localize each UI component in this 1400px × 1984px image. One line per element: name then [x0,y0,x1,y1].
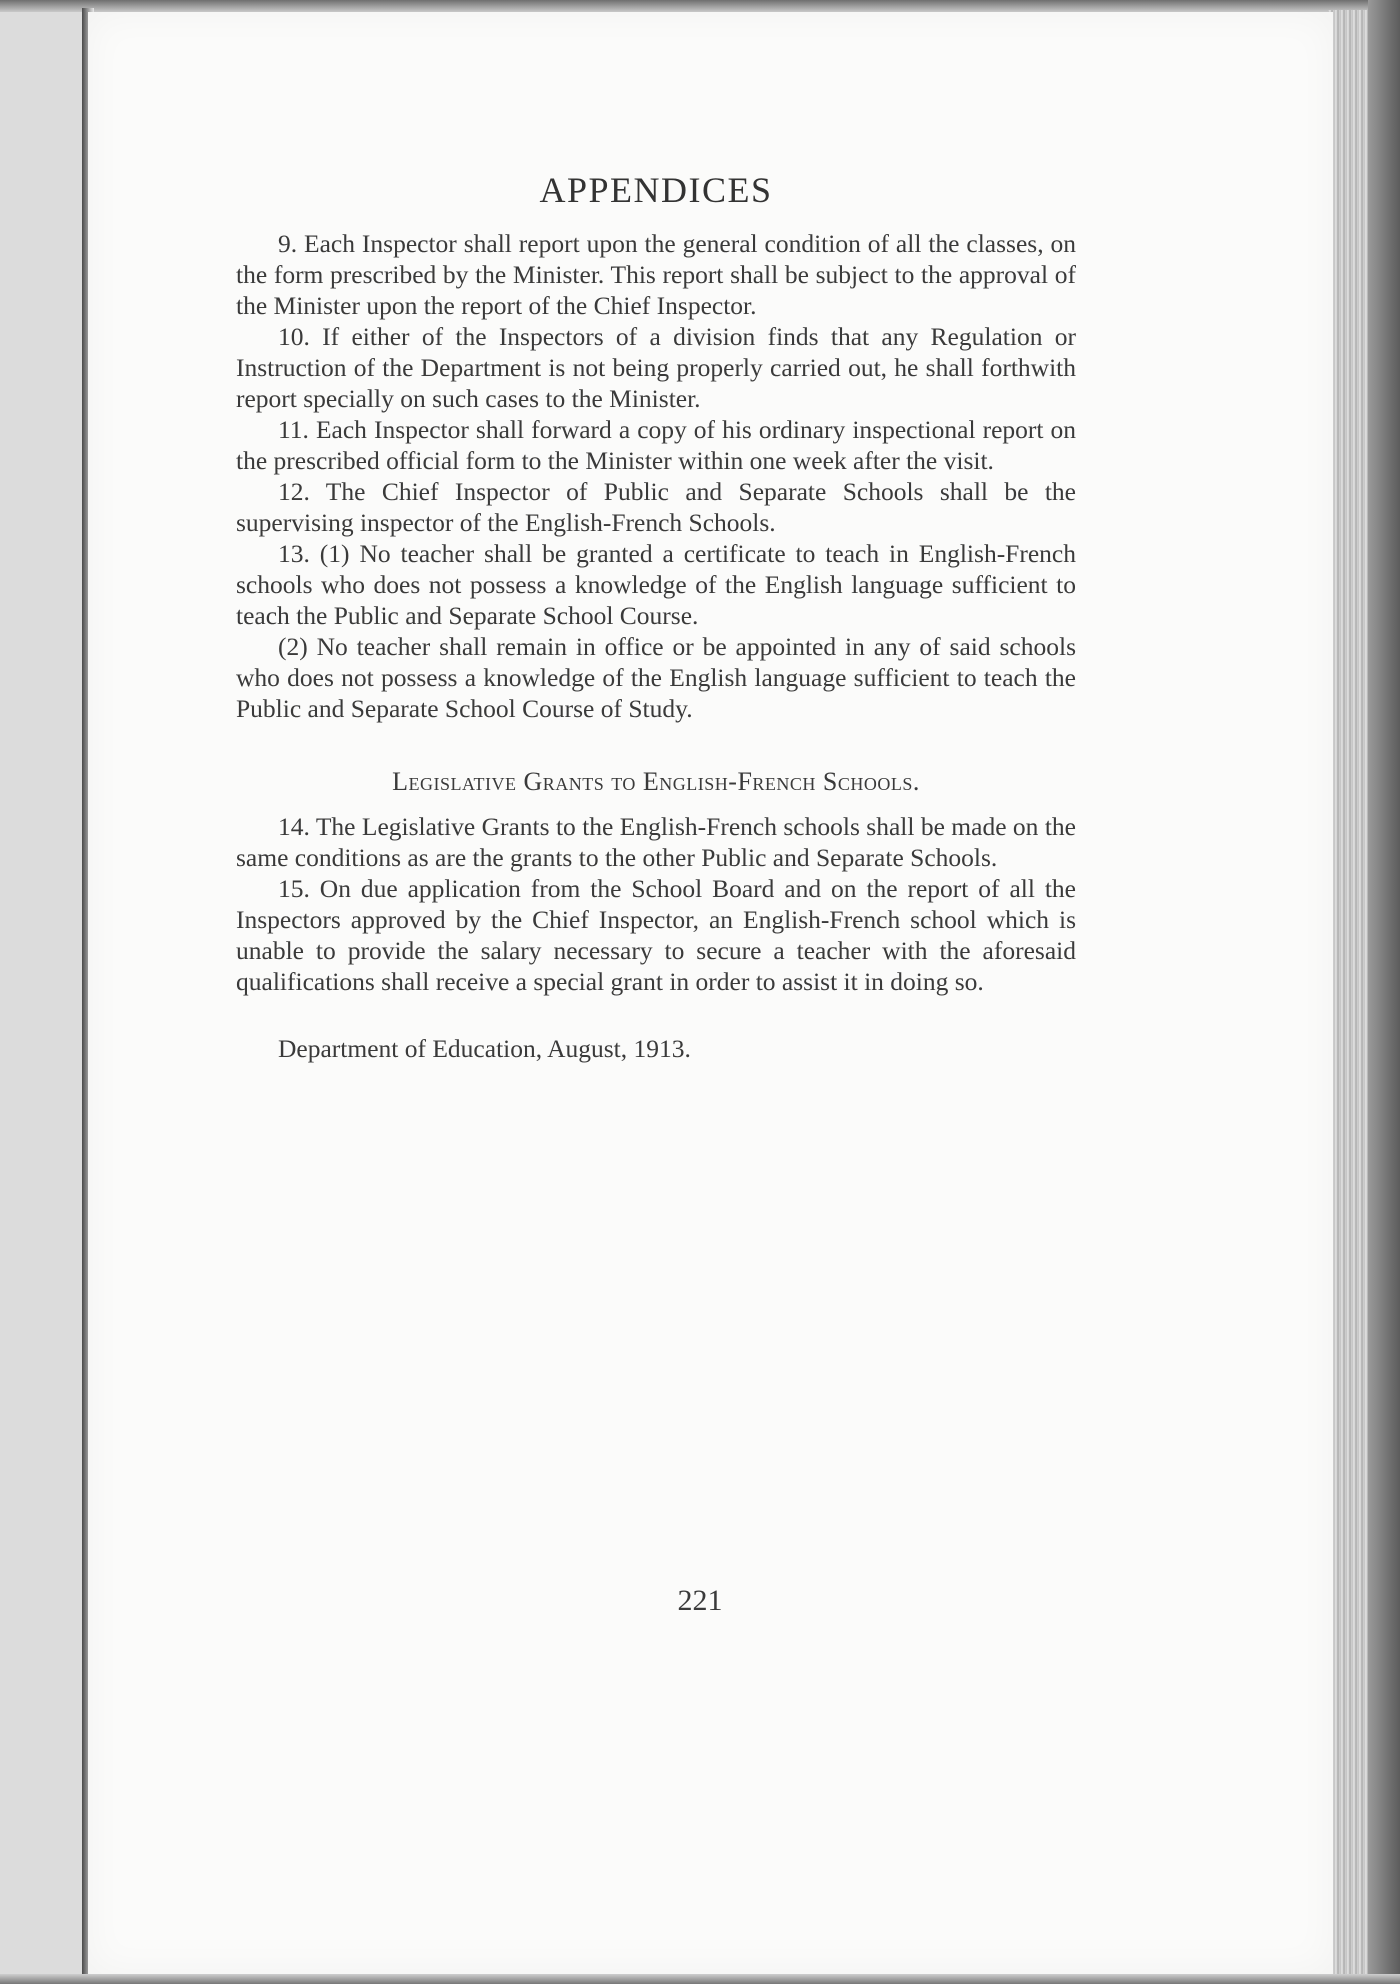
paragraph-13-2: (2) No teacher shall remain in office or be appointed in any of said schools who does not possess a knowledge of the English language sufficient to teach the Public and Separate School Course of Study. [236,632,1076,723]
section-heading: Legislative Grants to English-French Schools. [392,767,920,796]
page-title: APPENDICES [539,170,773,210]
book-cover-edge [1368,0,1400,1984]
paragraph-15: 15. On due application from the School Board and on the report of all the Inspectors approved by the Chief Inspector, an English-French school which is unable to provide the salary necessary to secure a teacher with the aforesaid qualifications shall receive a special grant in order to assist it in doing so. [236,874,1076,996]
paragraph-9: 9. Each Inspector shall report upon the general condition of all the classes, on the form prescribed by the Minister. This report shall be subject to the approval of the Minister upon the report of the Chief Inspector. [236,229,1076,320]
paragraph-11: 11. Each Inspector shall forward a copy of his ordinary inspectional report on the prescribed official form to the Minister within one week after the visit. [236,415,1076,475]
paragraph-13-1: 13. (1) No teacher shall be granted a certificate to teach in English-French schools who does not possess a knowledge of the English language sufficient to teach the Public and Separate School Course. [236,539,1076,630]
page-number: 221 [677,1584,723,1617]
paragraph-14: 14. The Legislative Grants to the English-French schools shall be made on the same conditions as are the grants to the other Public and Separate Schools. [236,812,1076,872]
scan-bottom-edge [0,1974,1400,1984]
scan-top-edge [0,0,1400,12]
page-body [236,165,1076,1064]
dateline: Department of Education, August, 1913. [278,1034,691,1063]
paragraph-10: 10. If either of the Inspectors of a division finds that any Regulation or Instruction of the Department is not being properly carried out, he shall forthwith report specially on such cases to the Minister. [236,322,1076,413]
paragraph-12: 12. The Chief Inspector of Public and Separate Schools shall be the supervising inspector of the English-French Schools. [236,477,1076,537]
